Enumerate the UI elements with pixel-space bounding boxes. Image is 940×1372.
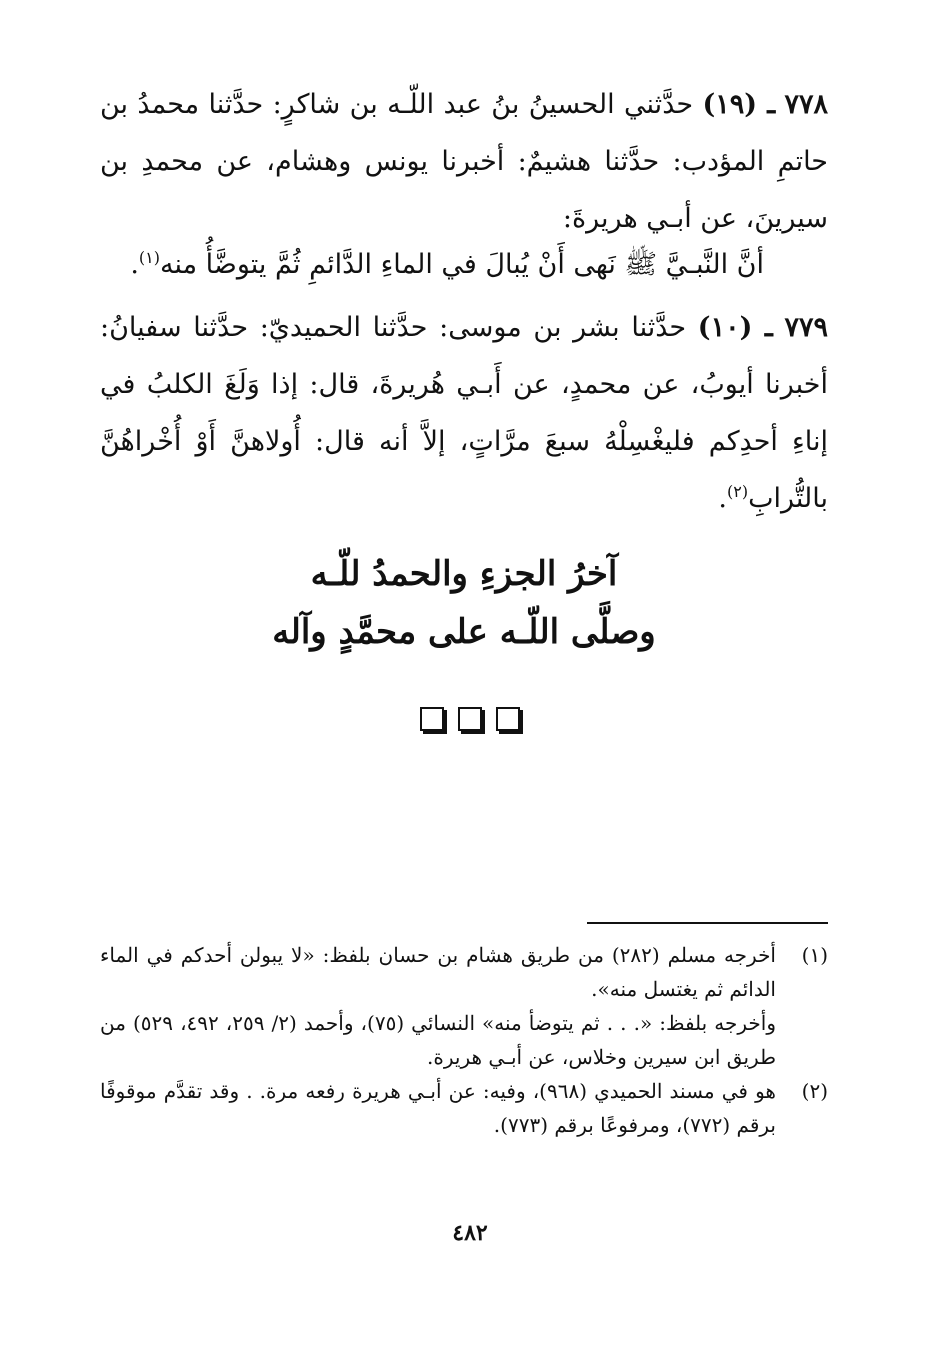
square-ornament-icon <box>496 707 520 731</box>
footnote-ref: (٢) <box>726 482 749 501</box>
footnote-paragraph: أخرجه مسلم (٢٨٢) من طريق هشام بن حسان بلفظ: «لا يبولن أحدكم في الماء الدائم ثم يغتسل منه». <box>100 943 776 1001</box>
footnote-paragraph: هو في مسند الحميدي (٩٦٨)، وفيه: عن أبـي هريرة رفعه مرة. . وقد تقدَّم موقوفًا برقم (٧٧٢)، ومرفوعًا برقم (٧٧٣). <box>100 1079 776 1137</box>
square-ornament-icon <box>420 707 444 731</box>
hadith-779: ٧٧٩ ـ (١٠) حدَّثنا بشر بن موسى: حدَّثنا الحميديّ: حدَّثنا سفيانُ: أخبرنا أيوبُ، عن محمدٍ، عن أَبـي هُريرةَ، قال: إذا وَلَغَ الكلبُ في إناءِ أحدِكم فليغْسِلْهُ سبعَ مرَّاتٍ، إلاَّ أنه قال: أُولاهنَّ أَوْ أُخْراهُنَّ بالتُّرابِ$^{(٢)}$. <box>100 312 828 514</box>
footnote-number: (٢) <box>801 1079 828 1103</box>
closing-formula <box>100 545 828 661</box>
hadith-778: ٧٧٨ ـ (١٩) حدَّثني الحسينُ بنُ عبد اللّـه بن شاكرٍ: حدَّثنا محمدُ بن حاتمِ المؤدب: حدَّثنا هشيمٌ: أخبرنا يونس وهشام، عن محمدِ بن سيرينَ، عن أبـي هريرةَ: <box>100 89 828 234</box>
section-end-ornament <box>0 707 940 731</box>
hadith-number: ٧٧٨ <box>784 89 828 120</box>
footnote-divider <box>587 922 828 924</box>
hadith-number: ٧٧٩ <box>784 312 828 343</box>
hadith-matn-text: أنَّ النَّبـيَّ ﷺ نَهى أَنْ يُبالَ في الماءِ الدَّائمِ ثُمَّ يتوضَّأُ منه <box>160 249 764 280</box>
footnote-paragraph: وأخرجه بلفظ: «. . . ثم يتوضأ منه» النسائي (٧٥)، وأحمد (٢/ ٢٥٩، ٤٩٢، ٥٢٩) من طريق ابن سيرين وخلاس، عن أبـي هريرة. <box>100 1011 776 1069</box>
footnotes <box>100 938 828 1142</box>
square-ornament-icon <box>458 707 482 731</box>
footnote-ref: (١) <box>138 248 161 267</box>
closing-line-2: وصلَّى اللّـه على محمَّدٍ وآله <box>272 612 656 652</box>
hadith-isnad: حدَّثني الحسينُ بنُ عبد اللّـه بن شاكرٍ: حدَّثنا محمدُ بن حاتمِ المؤدب: حدَّثنا هشيمٌ: أخبرنا يونس وهشام، عن محمدِ بن سيرينَ، عن أبـي هريرةَ: <box>100 89 828 234</box>
hadith-sub-number: (١٩) <box>702 89 758 120</box>
page-number: ٤٨٢ <box>452 1220 488 1246</box>
footnote-2 <box>100 1074 828 1142</box>
hadith-text: حدَّثنا بشر بن موسى: حدَّثنا الحميديّ: حدَّثنا سفيانُ: أخبرنا أيوبُ، عن محمدٍ، عن أَبـي هُريرةَ، قال: إذا وَلَغَ الكلبُ في إناءِ أحدِكم فليغْسِلْهُ سبعَ مرَّاتٍ، إلاَّ أنه قال: أُولاهنَّ أَوْ أُخْراهُنَّ بالتُّرابِ <box>100 312 828 514</box>
footnote-number: (١) <box>801 943 828 967</box>
hadith-778-matn: أنَّ النَّبـيَّ ﷺ نَهى أَنْ يُبالَ في الماءِ الدَّائمِ ثُمَّ يتوضَّأُ منه$^{(١)}$. <box>130 248 764 280</box>
hadith-sub-number: (١٠) <box>697 312 753 343</box>
footnote-1 <box>100 938 828 1074</box>
closing-line-1: آخرُ الجزءِ والحمدُ للّـه <box>310 554 618 594</box>
